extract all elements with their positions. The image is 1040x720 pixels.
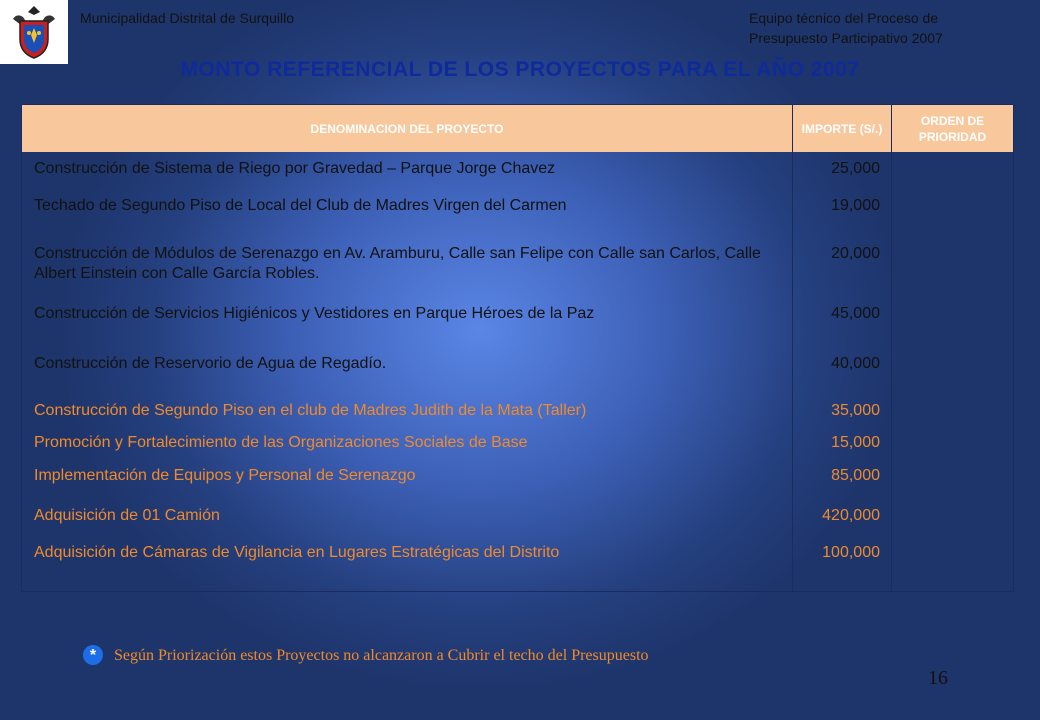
project-name: Construcción de Módulos de Serenazgo en Av. Aramburu, Calle san Felipe con Calle san Carlos, Calle Albert Einstein con Calle García Robles. [34, 245, 761, 282]
team-caption [749, 8, 943, 48]
team-caption-line-2: Presupuesto Participativo 2007 [749, 30, 943, 46]
project-amount: 20,000 [831, 245, 880, 262]
projects-table [21, 104, 1014, 592]
project-name: Construcción de Servicios Higiénicos y Vestidores en Parque Héroes de la Paz [34, 305, 595, 322]
project-amount: 19,000 [831, 197, 880, 214]
column-header-amount: IMPORTE (S/.) [801, 121, 883, 136]
project-amount: 40,000 [831, 355, 880, 372]
project-amount: 420,000 [822, 507, 880, 524]
page-title: MONTO REFERENCIAL DE LOS PROYECTOS PARA EL AÑO 2007 [180, 58, 860, 81]
project-name: Adquisición de Cámaras de Vigilancia en Lugares Estratégicas del Distrito [34, 544, 560, 561]
footnote: Según Priorización estos Proyectos no alcanzaron a Cubrir el techo del Presupuesto [114, 647, 649, 664]
project-amount: 35,000 [831, 402, 880, 419]
project-amount: 45,000 [831, 305, 880, 322]
project-name: Construcción de Reservorio de Agua de Regadío. [34, 355, 387, 372]
project-name: Promoción y Fortalecimiento de las Organizaciones Sociales de Base [34, 434, 528, 451]
column-header-priority: ORDEN DE PRIORIDAD [918, 113, 987, 144]
column-header-project: DENOMINACION DEL PROYECTO [310, 121, 504, 136]
column-divider [891, 105, 892, 591]
project-amount: 85,000 [831, 467, 880, 484]
project-name: Implementación de Equipos y Personal de Serenazgo [34, 467, 416, 484]
project-name: Construcción de Segundo Piso en el club de Madres Judith de la Mata (Taller) [34, 402, 587, 419]
project-amount: 15,000 [831, 434, 880, 451]
municipal-coat-of-arms-logo [0, 0, 68, 64]
page-number: 16 [928, 667, 948, 689]
project-name: Construcción de Sistema de Riego por Gravedad – Parque Jorge Chavez [34, 160, 556, 177]
project-amount: 25,000 [831, 160, 880, 177]
project-amount: 100,000 [822, 544, 880, 561]
municipality-name: Municipalidad Distrital de Surquillo [80, 10, 294, 26]
project-name: Adquisición de 01 Camión [34, 507, 220, 524]
team-caption-line-1: Equipo técnico del Proceso de [749, 10, 939, 26]
project-name: Techado de Segundo Piso de Local del Club de Madres Virgen del Carmen [34, 197, 567, 214]
asterisk-marker-icon: * [83, 645, 103, 665]
